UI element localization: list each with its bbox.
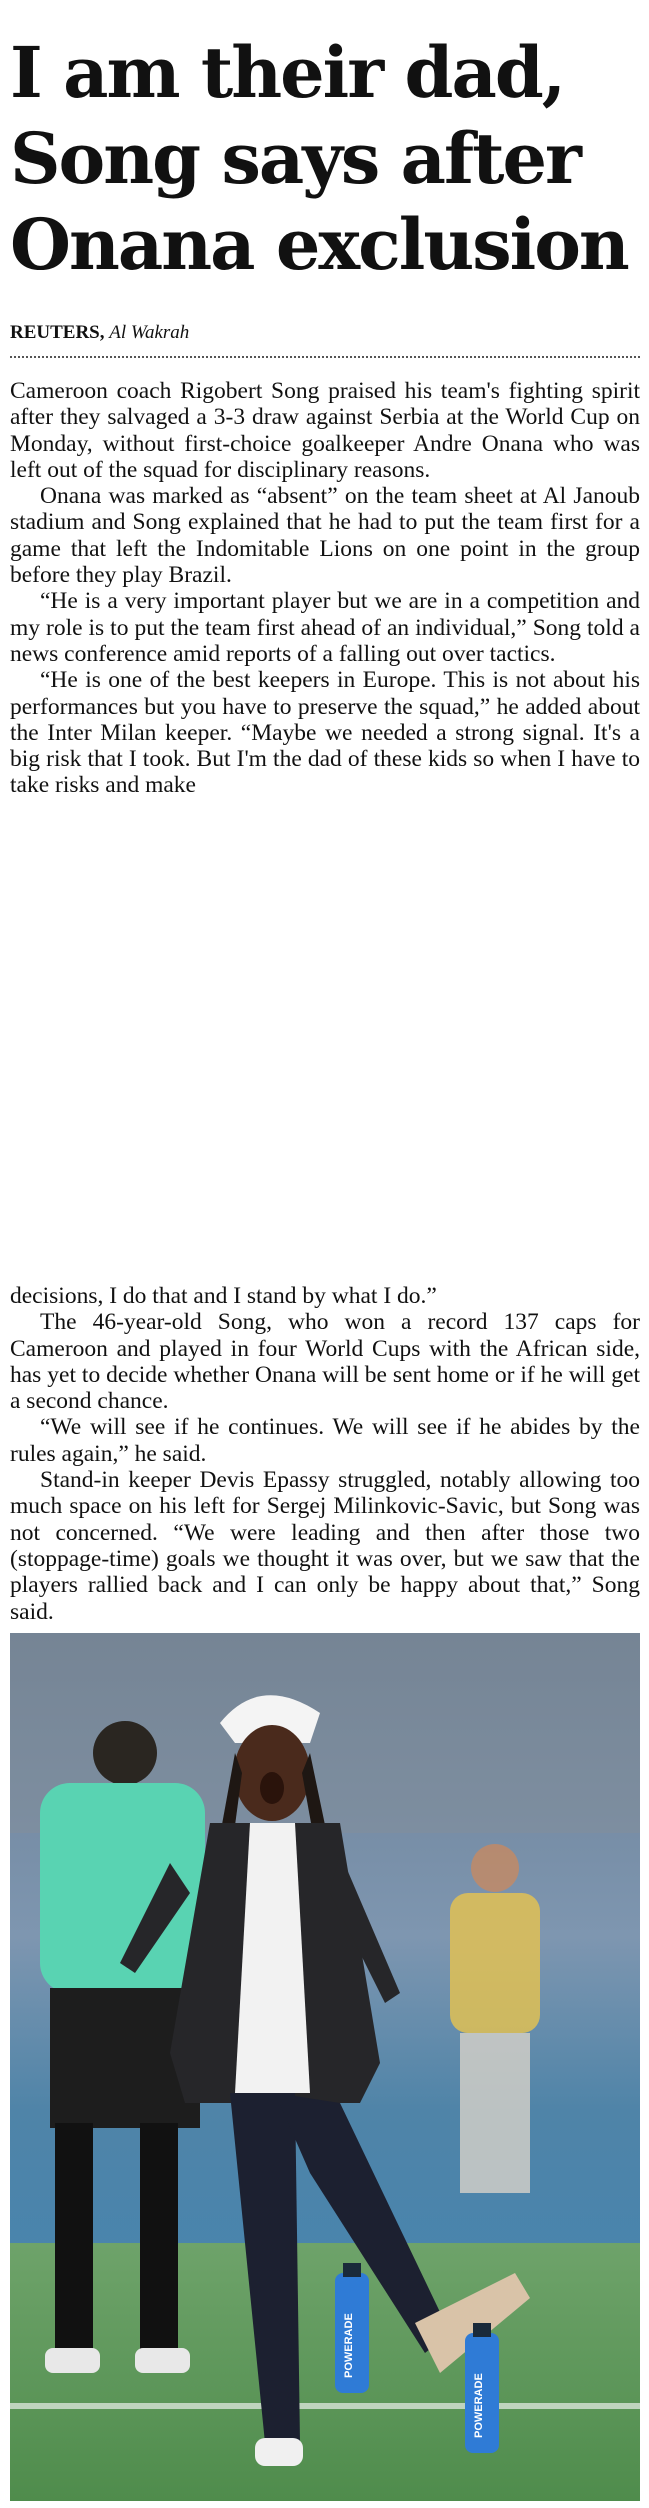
headline-line-1: I am their dad, xyxy=(10,31,565,114)
headline-line-3: Onana exclusion xyxy=(10,203,628,286)
paragraph: decisions, I do that and I stand by what I do.” xyxy=(10,1283,437,1309)
paragraph: “He is one of the best keepers in Europe. This is not about his performances but you have to preserve the squad,” he added about the Inter Milan keeper. “Maybe we needed a strong signal. It's a big risk that I took. But I'm the dad of these kids so when I have to take risks and make xyxy=(10,667,640,799)
paragraph: Cameroon coach Rigobert Song praised his team's fighting spirit after they salvaged a 3-3 draw against Serbia at the World Cup on Monday, without first-choice goalkeeper Andre Onana who was left out of the squad for disciplinary reasons. xyxy=(10,378,640,483)
article-body-bottom xyxy=(10,1283,640,1625)
headline xyxy=(10,30,640,288)
byline xyxy=(10,322,640,344)
paragraph: Stand-in keeper Devis Epassy struggled, notably allowing too much space on his left for Sergej Milinkovic-Savic, but Song was not concerned. “We were leading and then after those two (stoppage-time) goals we thought it was over, but we saw that the players rallied back and I can only be happy about that,” Song said. xyxy=(10,1467,640,1625)
paragraph: “We will see if he continues. We will see if he abides by the rules again,” he said. xyxy=(10,1414,640,1467)
article-body-top xyxy=(10,378,640,799)
paragraph: “He is a very important player but we are in a competition and my role is to put the team first ahead of an individual,” Song told a news conference amid reports of a falling out over tactics. xyxy=(10,588,640,667)
bottle-right-label: POWERADE xyxy=(473,2373,485,2438)
paragraph: Onana was marked as “absent” on the team sheet at Al Janoub stadium and Song explained that he had to put the team first for a game that left the Indomitable Lions on one point in the group before they play Brazil. xyxy=(10,483,640,589)
bottle-left xyxy=(335,2263,369,2393)
byline-divider xyxy=(10,356,640,358)
byline-agency: REUTERS, xyxy=(10,322,105,343)
bottle-left-label: POWERADE xyxy=(343,2313,355,2378)
headline-line-2: Song says after xyxy=(10,117,580,200)
news-photo xyxy=(10,1633,640,2501)
background-player xyxy=(450,1844,540,2193)
byline-place: Al Wakrah xyxy=(109,322,190,343)
bottle-right xyxy=(465,2323,499,2453)
photo-illustration xyxy=(10,1633,640,2501)
paragraph: The 46-year-old Song, who won a record 137 caps for Cameroon and played in four World Cups with the African side, has yet to decide whether Onana will be sent home or if he will get a second chance. xyxy=(10,1309,640,1415)
